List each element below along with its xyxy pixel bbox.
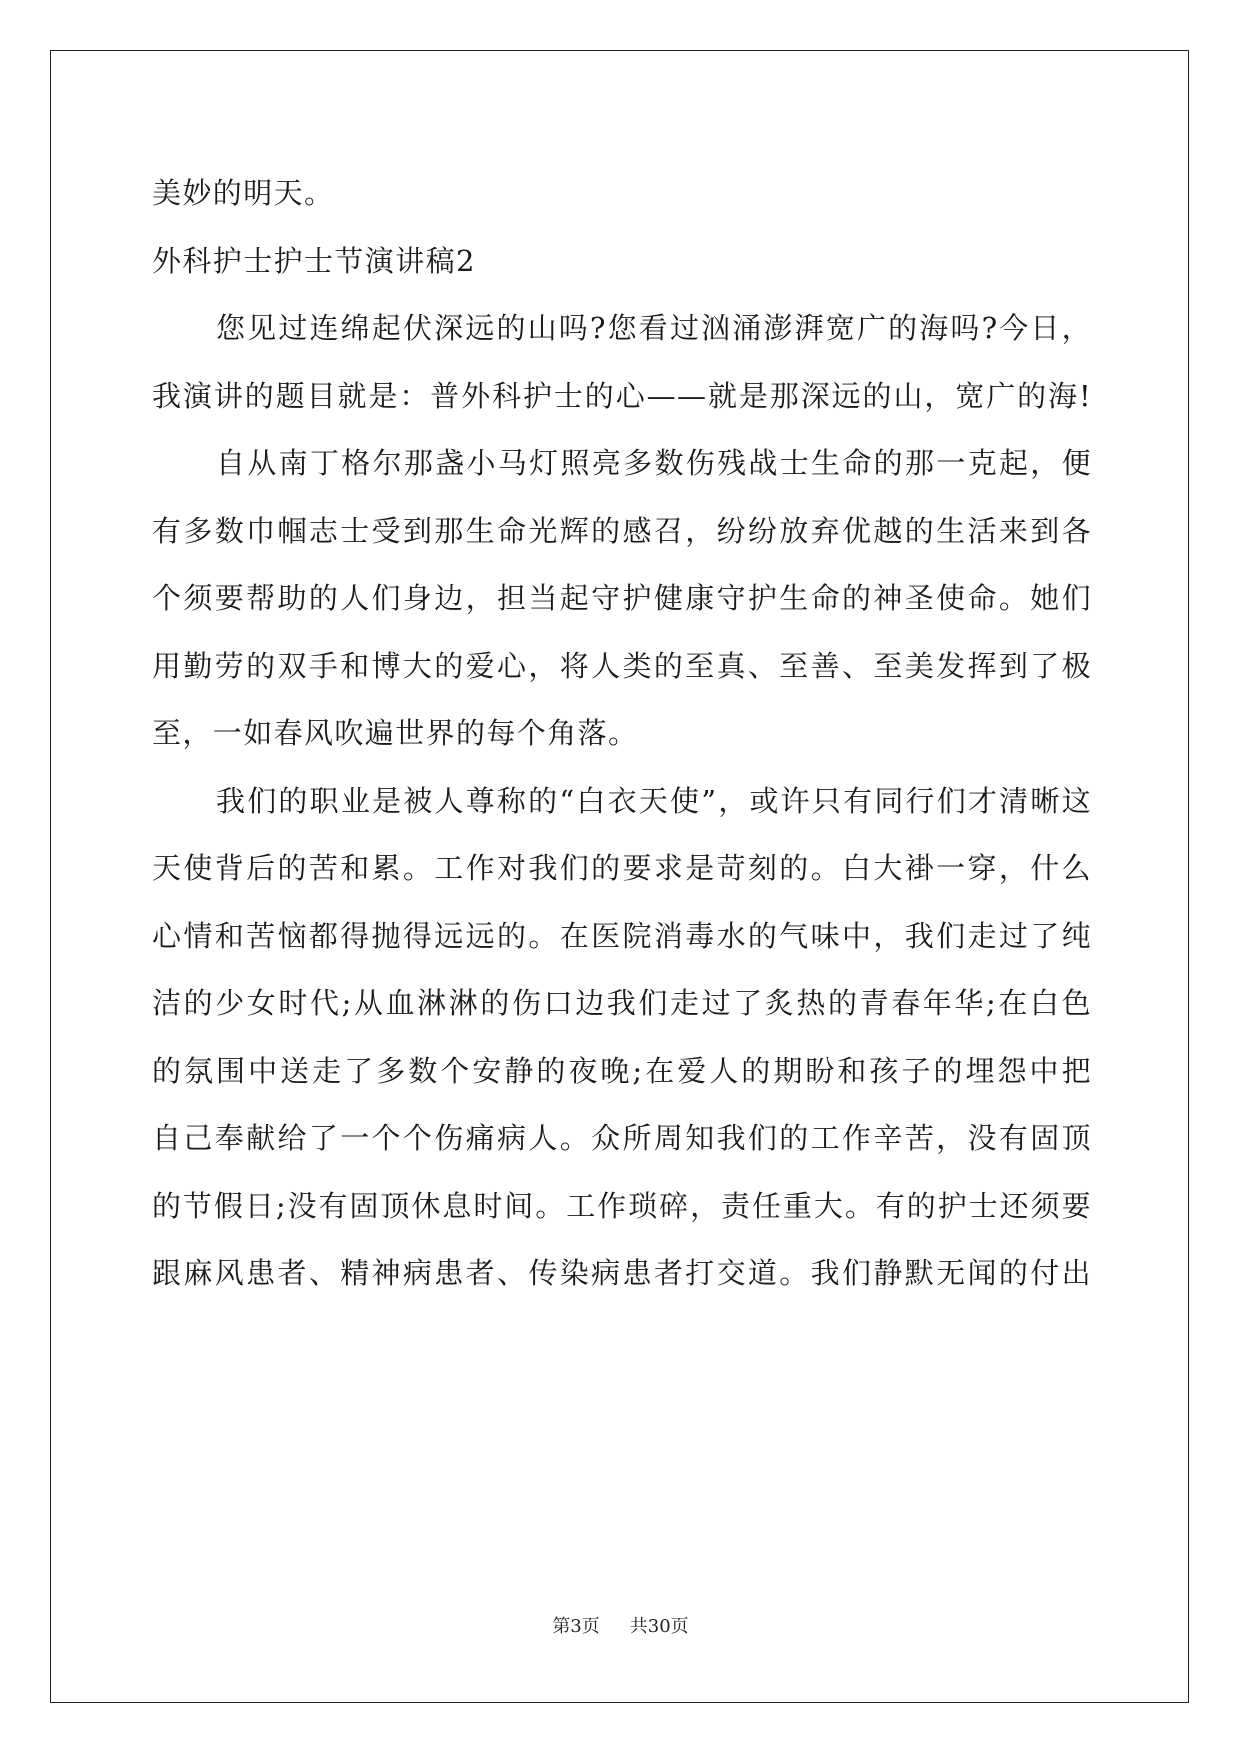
text-line-6: 有多数巾帼志士受到那生命光辉的感召，纷纷放弃优越的生活来到各 (152, 513, 1092, 548)
text-line-13: 洁的少女时代;从血淋淋的伤口边我们走过了炙热的青春年华;在白色 (152, 986, 1092, 1020)
text-line-11: 天使背后的苦和累。工作对我们的要求是苛刻的。白大褂一穿，什么 (152, 851, 1092, 885)
text-line-3: 您见过连绵起伏深远的山吗?您看过汹涌澎湃宽广的海吗?今日， (216, 311, 1092, 345)
section-title: 外科护士护士节演讲稿2 (152, 243, 476, 278)
text-line-14: 的氛围中送走了多数个安静的夜晚;在爱人的期盼和孩子的埋怨中把 (152, 1053, 1092, 1088)
text-line-7: 个须要帮助的人们身边，担当起守护健康守护生命的神圣使命。她们 (152, 581, 1092, 615)
text-line-16: 的节假日;没有固顶休息时间。工作琐碎，责任重大。有的护士还须要 (152, 1188, 1092, 1223)
text-line-15: 自己奉献给了一个个伤痛病人。众所周知我们的工作辛苦，没有固顶 (152, 1121, 1092, 1155)
text-line-4: 我演讲的题目就是：普外科护士的心——就是那深远的山，宽广的海! (152, 378, 1092, 413)
text-line-9: 至，一如春风吹遍世界的每个角落。 (152, 716, 639, 750)
page-number: 第3页 (552, 1616, 600, 1637)
text-line-8: 用勤劳的双手和博大的爱心，将人类的至真、至善、至美发挥到了极 (152, 648, 1092, 683)
text-line-17: 跟麻风患者、精神病患者、传染病患者打交道。我们静默无闻的付出 (152, 1256, 1092, 1290)
text-line-1: 美妙的明天。 (152, 176, 335, 210)
text-line-10: 我们的职业是被人尊称的“白衣天使”，或许只有同行们才清晰这 (216, 783, 1092, 818)
page-total: 共30页 (629, 1616, 689, 1637)
text-line-12: 心情和苦恼都得抛得远远的。在医院消毒水的气味中，我们走过了纯 (152, 918, 1092, 953)
text-line-5: 自从南丁格尔那盏小马灯照亮多数伤残战士生命的那一克起，便 (216, 446, 1092, 480)
page-footer (0, 1612, 1241, 1638)
document-body (152, 160, 1092, 1308)
